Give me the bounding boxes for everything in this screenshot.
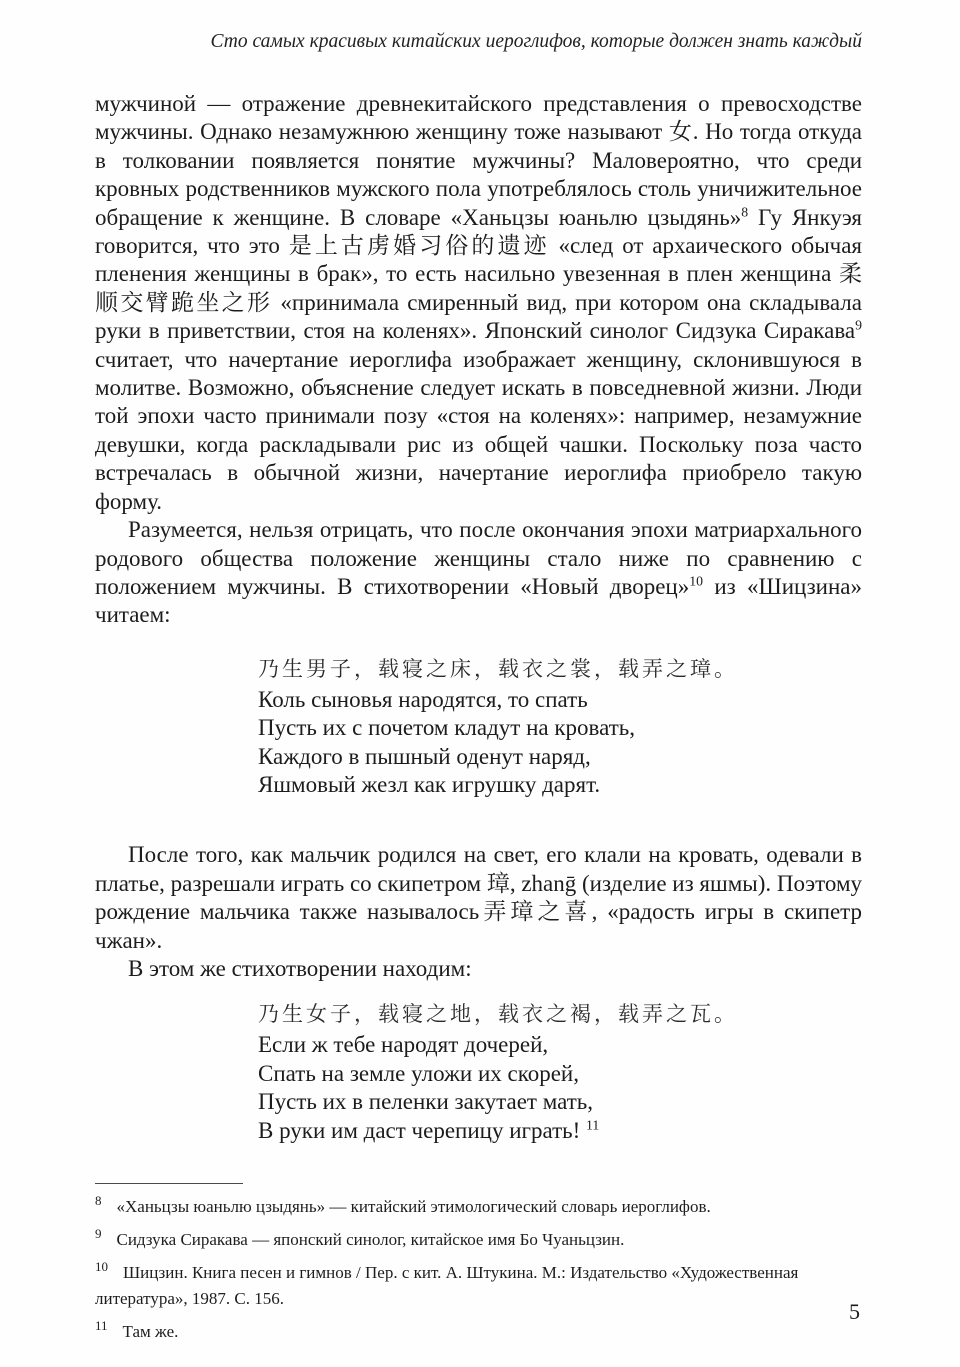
verse1-line: Яшмовый жезл как игрушку дарят. <box>258 771 601 797</box>
footnote-reference: 11 <box>586 1116 600 1132</box>
footnote-marker: 8 <box>95 1193 102 1209</box>
footnote-item <box>95 1319 862 1345</box>
paragraph-4: В этом же стихотворении находим: <box>128 955 472 981</box>
footnotes-section <box>95 1194 862 1345</box>
footnote-text: Сидзука Сиракава — японский синолог, китайское имя Бо Чуаньцзин. <box>116 1230 625 1249</box>
footnote-item <box>95 1227 862 1253</box>
verse-block-2 <box>258 997 862 1145</box>
verse-block-1 <box>258 652 862 800</box>
paragraph-1: мужчиной — отражение древнекитайского представления о превосходстве мужчины. Однако незамужнюю женщину тоже называют 女. Но тогда откуда в толковании появляется понятие мужчины? Маловероятно, что среди кровных родственников мужского пола употреблялось столь уничижительное обращение к женщине. В словаре «Ханьцзы юаньлю цзыдянь»$^8$ Гу Янкуэя говорится, что это 是上古虏婚习俗的遗迹 «след от архаического обычая пленения женщины в брак», то есть насильно увезенная в плен женщина 柔顺交臂跪坐之形 «принимала смиренный вид, при котором она складывала руки в приветствии, стоя на коленях». Японский синолог Сидзука Сиракава$^9$ считает, что начертание иероглифа изображает женщину, склонившуюся в молитве. Возможно, объяснение следует искать в повседневной жизни. Люди той эпохи часто принимали позу «стоя на коленях»: например, незамужние девушки, когда раскладывали рис из общей чашки. Поскольку поза часто встречалась в обычной жизни, начертание иероглифа приобрело такую форму. <box>95 91 862 514</box>
verse2-line: Пусть их в пеленки закутает мать, <box>258 1089 594 1115</box>
verse1-line: Коль сыновья народятся, то спать <box>258 686 588 712</box>
page-number: 5 <box>849 1299 860 1324</box>
footnote-text: «Ханьцзы юаньлю цзыдянь» — китайский этимологический словарь иероглифов. <box>116 1197 711 1216</box>
verse1-line: Каждого в пышный оденут наряд, <box>258 743 591 769</box>
footnote-marker: 10 <box>95 1259 108 1275</box>
verse1-line: Пусть их с почетом кладут на кровать, <box>258 715 635 741</box>
footnote-item <box>95 1260 862 1312</box>
running-header: Сто самых красивых китайских иероглифов, которые должен знать каждый <box>210 31 862 52</box>
paragraph-2: Разумеется, нельзя отрицать, что после окончания эпохи матриархального родового общества положение женщины стало ниже по сравнению с положением мужчины. В стихотворении «Новый дворец»$^{10}$ из «Шицзина» читаем: <box>95 517 862 628</box>
footnote-reference: 8 <box>741 203 749 219</box>
verse2-line: В руки им даст черепицу играть! $^{11}$ <box>258 1116 600 1143</box>
footnote-marker: 9 <box>95 1226 102 1242</box>
footnote-text: Там же. <box>122 1322 179 1341</box>
verse2-line: Спать на земле уложи их скорей, <box>258 1060 579 1086</box>
verse2-chinese-line: 乃生女子，载寝之地，载衣之褐，载弄之瓦。 <box>258 1002 738 1027</box>
footnote-marker: 11 <box>95 1318 108 1334</box>
footnote-reference: 9 <box>855 317 862 333</box>
verse2-line: Если ж тебе народят дочерей, <box>258 1032 549 1058</box>
footnote-item <box>95 1194 862 1220</box>
footnote-separator <box>95 1183 243 1184</box>
paragraph-3: После того, как мальчик родился на свет, его клали на кровать, одевали в платье, разрешали играть со скипетром 璋, zhanḡ (изделие из яшмы). Поэтому рождение мальчика также называлось弄璋之喜, «радость игры в скипетр чжан». <box>95 842 863 953</box>
footnote-text: Шицзин. Книга песен и гимнов / Пер. с кит. А. Штукина. М.: Издательство «Художественная литература», 1987. С. 156. <box>95 1263 799 1308</box>
footnote-reference: 10 <box>689 573 704 589</box>
verse1-chinese-line: 乃生男子，载寝之床，载衣之裳，载弄之璋。 <box>258 656 738 681</box>
